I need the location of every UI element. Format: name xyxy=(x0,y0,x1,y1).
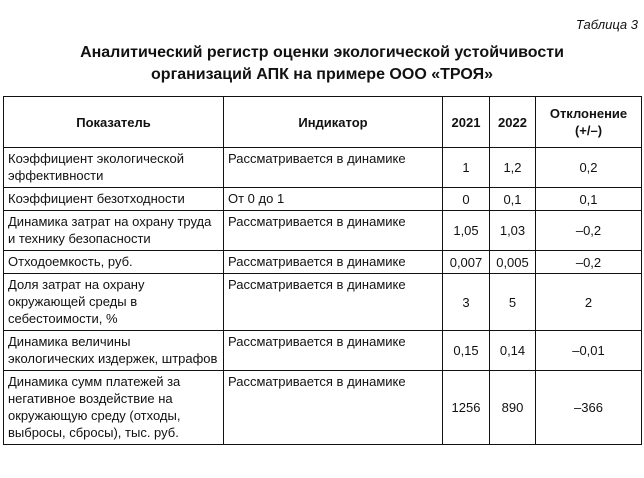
cell-value-2022: 0,1 xyxy=(490,188,536,211)
table-row xyxy=(4,211,642,251)
register-table xyxy=(3,96,642,445)
cell-value-2021: 3 xyxy=(443,274,490,331)
cell-value-2022: 1,03 xyxy=(490,211,536,251)
header-year-2021: 2021 xyxy=(443,97,490,148)
cell-value-2021: 1256 xyxy=(443,371,490,445)
cell-indicator-criterion: Рассматривается в динамике xyxy=(224,148,443,188)
cell-value-2021: 0,15 xyxy=(443,331,490,371)
cell-deviation: –0,2 xyxy=(536,211,642,251)
cell-value-2022: 890 xyxy=(490,371,536,445)
table-row xyxy=(4,188,642,211)
cell-deviation: 0,1 xyxy=(536,188,642,211)
cell-indicator-criterion: Рассматривается в динамике xyxy=(224,251,443,274)
cell-indicator-name: Доля затрат на охрану окружающей среды в себестоимости, % xyxy=(4,274,224,331)
table-caption: Таблица 3 xyxy=(575,17,638,32)
cell-value-2021: 1,05 xyxy=(443,211,490,251)
cell-indicator-name: Динамика величины экологических издержек, штрафов xyxy=(4,331,224,371)
header-indicator-name: Показатель xyxy=(4,97,224,148)
cell-indicator-criterion: Рассматривается в динамике xyxy=(224,211,443,251)
cell-indicator-criterion: Рассматривается в динамике xyxy=(224,371,443,445)
cell-value-2022: 0,14 xyxy=(490,331,536,371)
cell-indicator-criterion: От 0 до 1 xyxy=(224,188,443,211)
cell-indicator-name: Динамика затрат на охрану труда и технику безопасности xyxy=(4,211,224,251)
header-deviation: Отклонение (+/–) xyxy=(536,97,642,148)
header-indicator-criterion: Индикатор xyxy=(224,97,443,148)
table-title-line-2: организаций АПК на примере ООО «ТРОЯ» xyxy=(151,66,493,83)
cell-deviation: –0,2 xyxy=(536,251,642,274)
table-row xyxy=(4,251,642,274)
table-header-row xyxy=(4,97,642,148)
table-row xyxy=(4,331,642,371)
table-row xyxy=(4,274,642,331)
table-row xyxy=(4,371,642,445)
cell-value-2021: 1 xyxy=(443,148,490,188)
table-title-line-1: Аналитический регистр оценки экологической устойчивости xyxy=(80,44,564,61)
header-year-2022: 2022 xyxy=(490,97,536,148)
table-title xyxy=(0,42,644,86)
cell-indicator-name: Динамика сумм платежей за негативное воздействие на окружающую среду (отходы, выбросы, сбросы), тыс. руб. xyxy=(4,371,224,445)
cell-value-2022: 5 xyxy=(490,274,536,331)
cell-deviation: 2 xyxy=(536,274,642,331)
cell-value-2021: 0,007 xyxy=(443,251,490,274)
cell-value-2022: 1,2 xyxy=(490,148,536,188)
cell-indicator-name: Коэффициент безотходности xyxy=(4,188,224,211)
cell-deviation: –0,01 xyxy=(536,331,642,371)
cell-deviation: 0,2 xyxy=(536,148,642,188)
cell-value-2021: 0 xyxy=(443,188,490,211)
cell-indicator-criterion: Рассматривается в динамике xyxy=(224,331,443,371)
cell-indicator-criterion: Рассматривается в динамике xyxy=(224,274,443,331)
cell-deviation: –366 xyxy=(536,371,642,445)
cell-indicator-name: Отходоемкость, руб. xyxy=(4,251,224,274)
table-row xyxy=(4,148,642,188)
cell-indicator-name: Коэффициент экологической эффективности xyxy=(4,148,224,188)
cell-value-2022: 0,005 xyxy=(490,251,536,274)
